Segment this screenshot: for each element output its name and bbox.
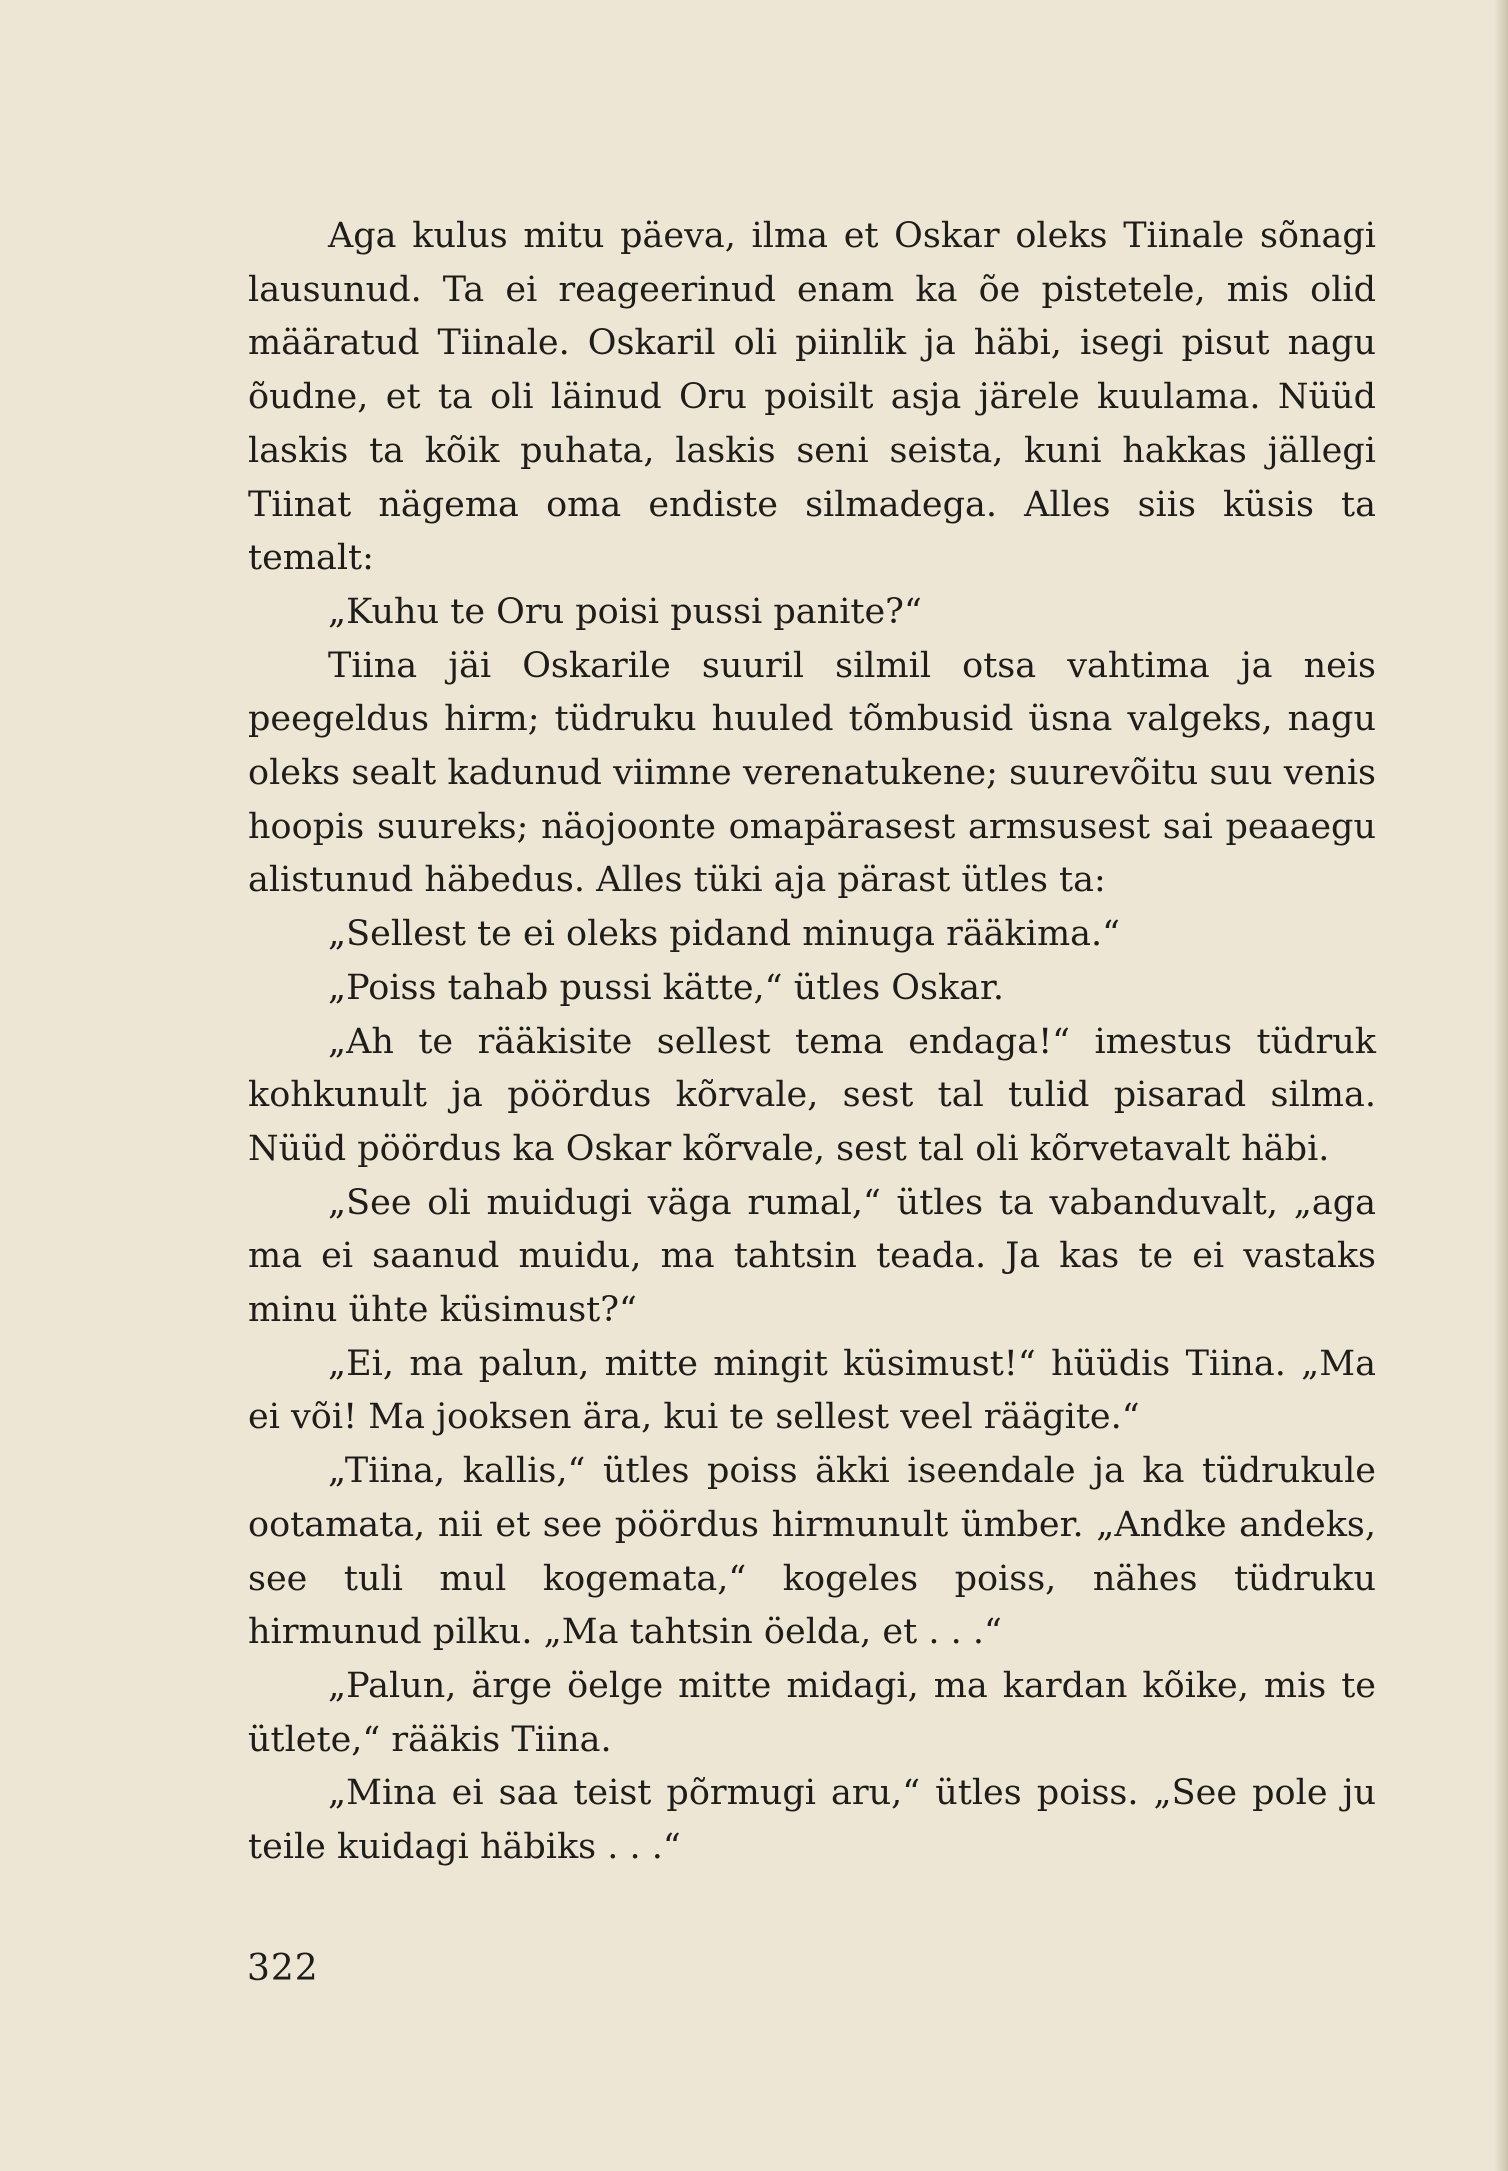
paragraph-9: „Tiina, kallis,“ ütles poiss äkki iseendale ja ka tüdrukule ootamata, nii et see pöördus hirmunult ümber. „Andke andeks, see tuli mul kogemata,“ kogeles poiss, nähes tüdruku hirmunud pilku. „Ma tahtsin öelda, et . . .“ bbox=[248, 1451, 1376, 1653]
paragraph-4: „Sellest te ei oleks pidand minuga rääkima.“ bbox=[328, 914, 1121, 955]
paragraph-2: „Kuhu te Oru poisi pussi panite?“ bbox=[328, 591, 922, 632]
paragraph-5: „Poiss tahab pussi kätte,“ ütles Oskar. bbox=[328, 967, 1005, 1008]
paragraph-11: „Mina ei saa teist põrmugi aru,“ ütles poiss. „See pole ju teile kuidagi häbiks . . .“ bbox=[248, 1773, 1376, 1868]
body-text bbox=[248, 210, 1376, 1875]
paragraph-8: „Ei, ma palun, mitte mingit küsimust!“ hüüdis Tiina. „Ma ei või! Ma jooksen ära, kui te sellest veel räägite.“ bbox=[248, 1343, 1376, 1438]
paragraph-1: Aga kulus mitu päeva, ilma et Oskar oleks Tiinale sõnagi lausunud. Ta ei reageerinud enam ka õe pistetele, mis olid määratud Tiinale. Oskaril oli piinlik ja häbi, isegi pisut nagu õudne, et ta oli läinud Oru poisilt asja järele kuulama. Nüüd laskis ta kõik puhata, laskis seni seista, kuni hakkas jällegi Tiinat nägema oma endiste silmadega. Alles siis küsis ta temalt: bbox=[248, 216, 1376, 579]
page-number: 322 bbox=[247, 1948, 319, 1989]
paragraph-7: „See oli muidugi väga rumal,“ ütles ta vabanduvalt, „aga ma ei saanud muidu, ma tahtsin teada. Ja kas te ei vastaks minu ühte küsimust?“ bbox=[248, 1182, 1376, 1331]
paragraph-10: „Palun, ärge öelge mitte midagi, ma kardan kõike, mis te ütlete,“ rääkis Tiina. bbox=[248, 1665, 1376, 1760]
paragraph-6: „Ah te rääkisite sellest tema endaga!“ imestus tüdruk kohkunult ja pöördus kõrvale, sest tal tulid pisarad silma. Nüüd pöördus ka Oskar kõrvale, sest tal oli kõrvetavalt häbi. bbox=[248, 1021, 1376, 1169]
paragraph-3: Tiina jäi Oskarile suuril silmil otsa vahtima ja neis peegeldus hirm; tüdruku huuled tõmbusid üsna valgeks, nagu oleks sealt kadunud viimne verenatukene; suurevõitu suu venis hoopis suureks; näojoonte omapärasest armsusest sai peaaegu alistunud häbedus. Alles tüki aja pärast ütles ta: bbox=[248, 645, 1376, 901]
